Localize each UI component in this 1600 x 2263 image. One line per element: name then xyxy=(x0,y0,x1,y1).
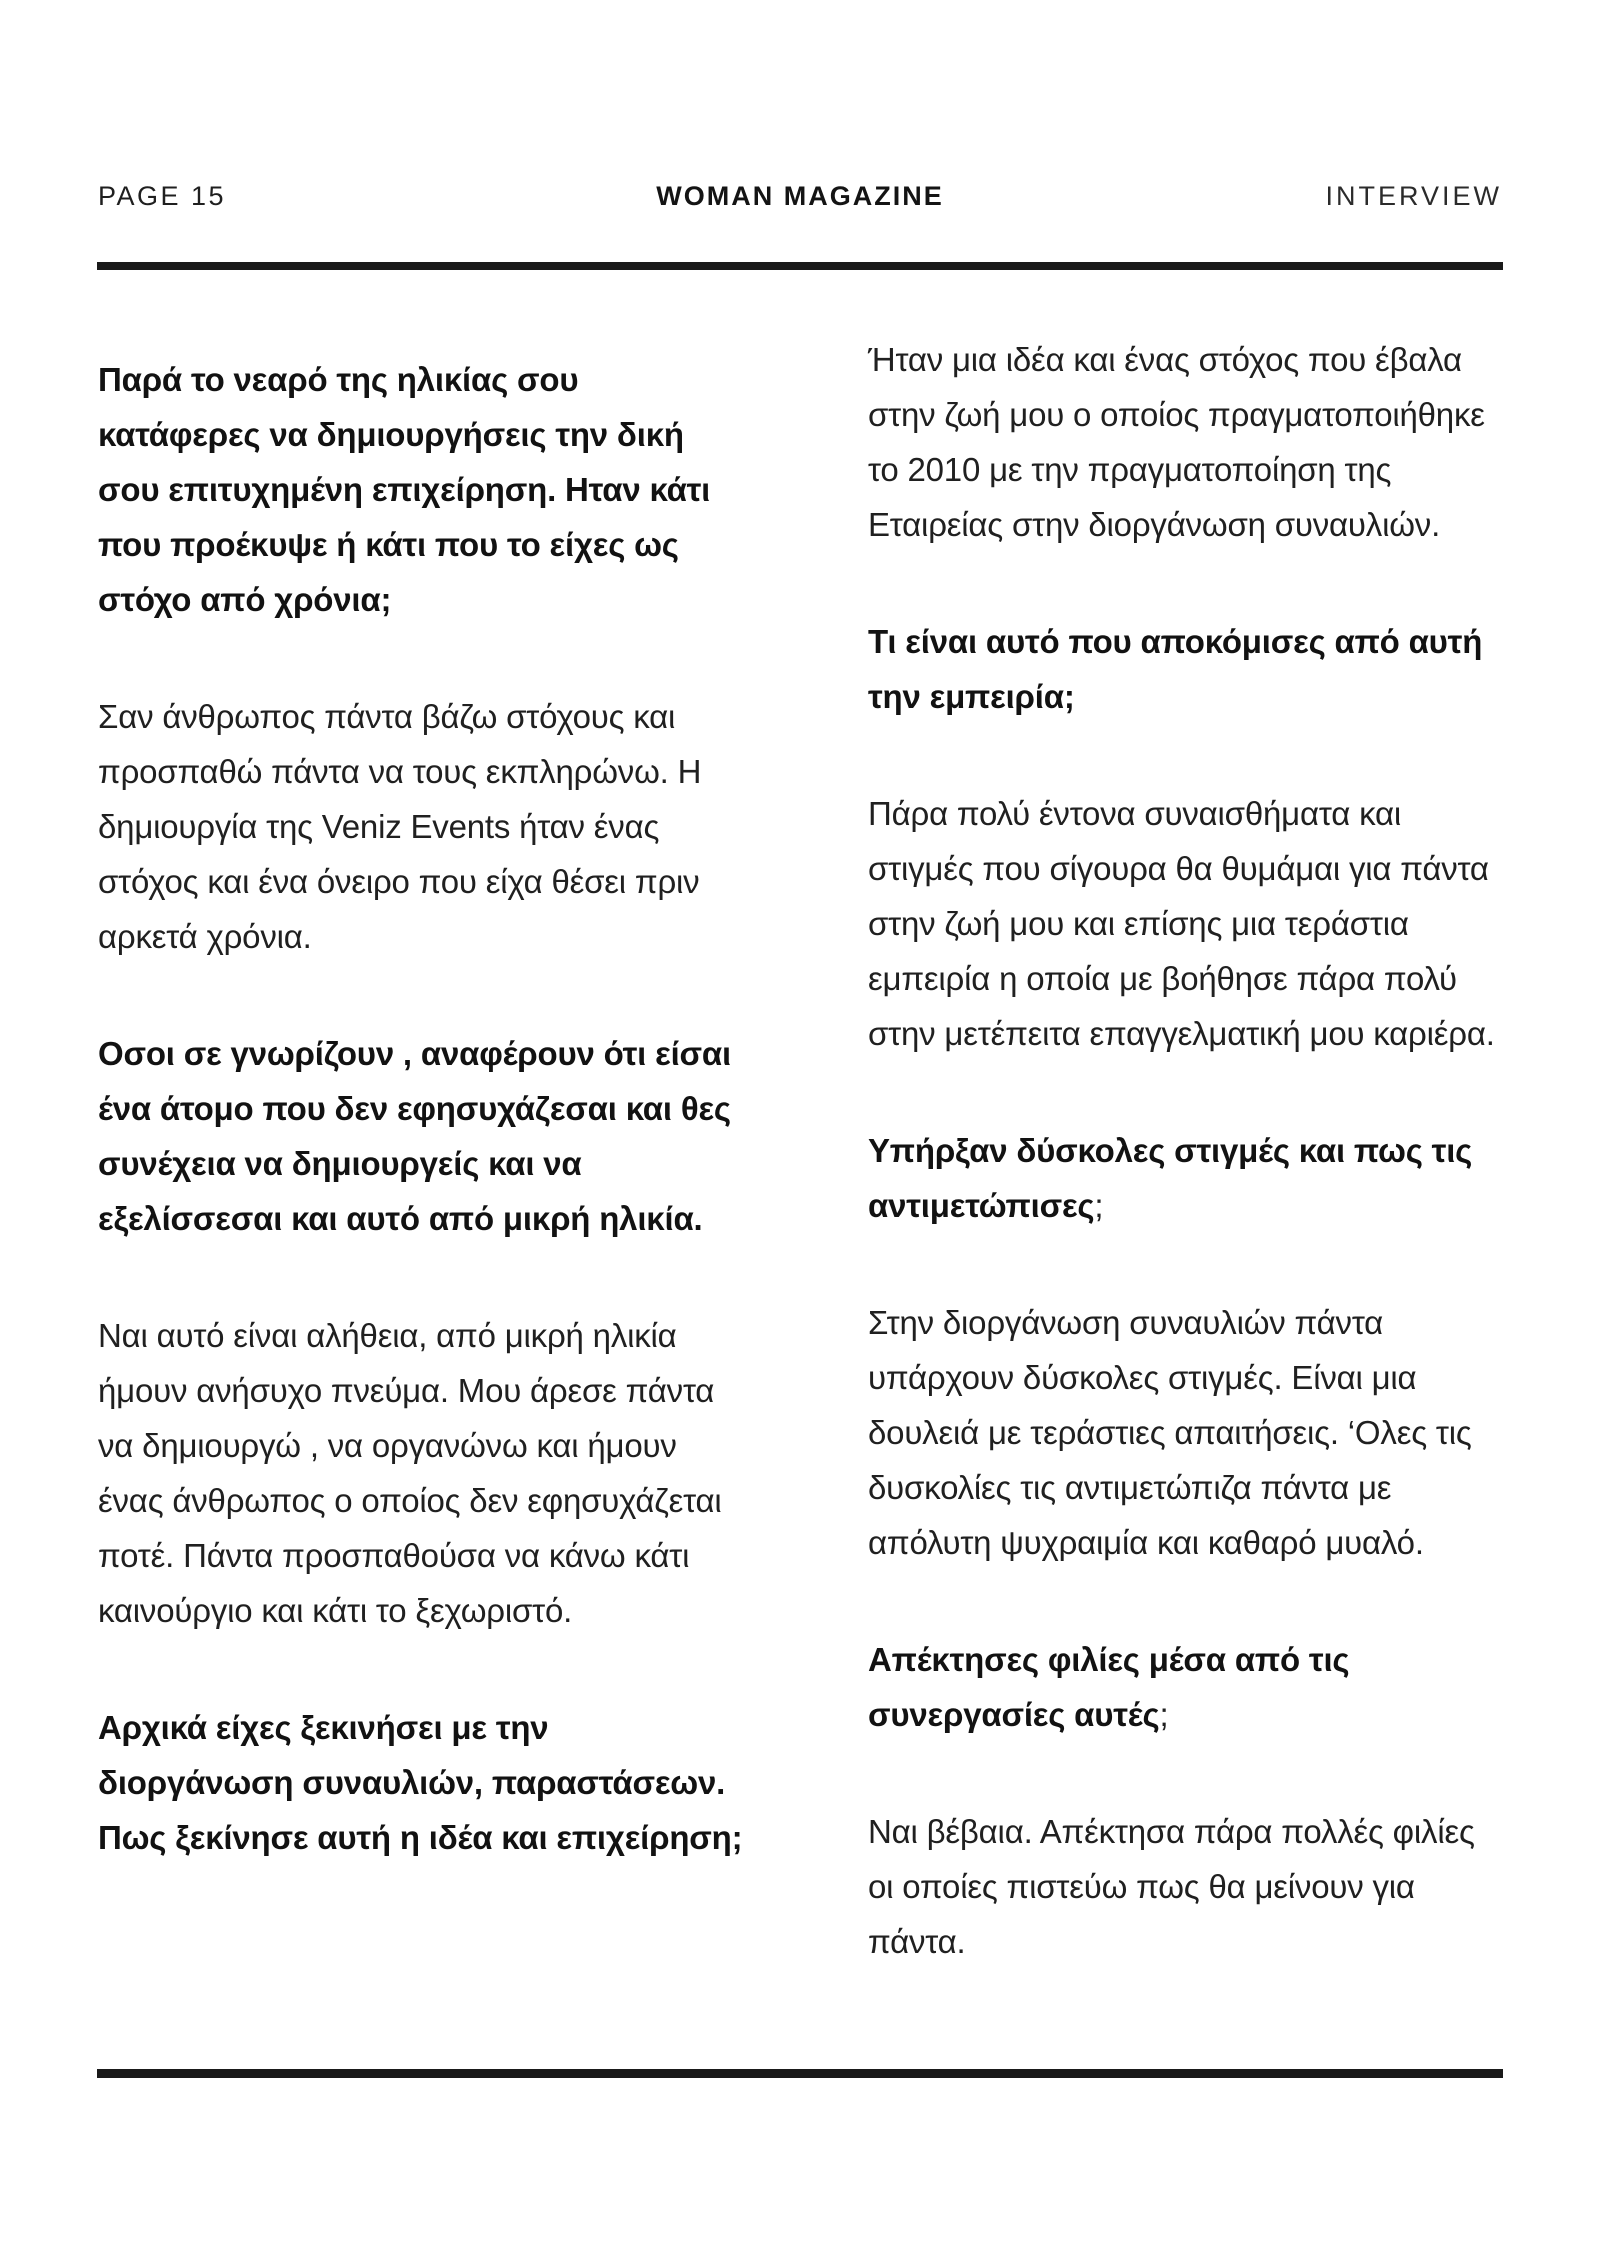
question-paragraph: Παρά το νεαρό της ηλικίας σου κατάφερες να δημιουργήσεις την δική σου επιτυχημένη επιχείρηση. Ηταν κάτι που προέκυψε ή κάτι που το είχες ως στόχο από χρόνια; xyxy=(98,361,711,618)
question-paragraph: Οσοι σε γνωρίζουν , αναφέρουν ότι είσαι ένα άτομο που δεν εφησυχάζεσαι και θες συνέχεια να δημιουργείς και να εξελίσσεσαι και αυτό από μικρή ηλικία. xyxy=(98,1035,731,1237)
page-header xyxy=(98,181,1502,211)
answer-paragraph: Στην διοργάνωση συναυλιών πάντα υπάρχουν δύσκολες στιγμές. Είναι μια δουλειά με τεράστιες απαιτήσεις. ‘Ολες τις δυσκολίες τις αντιμετώπιζα πάντα με απόλυτη ψυχραιμία και καθαρό μυαλό. xyxy=(868,1304,1472,1561)
interview-right-column xyxy=(868,332,1504,2031)
answer-paragraph: Ναι αυτό είναι αλήθεια, από μικρή ηλικία ήμουν ανήσυχο πνεύμα. Μου άρεσε πάντα να δημιουργώ , να οργανώνω και ήμουν ένας άνθρωπος ο οποίος δεν εφησυχάζεται ποτέ. Πάντα προσπαθούσα να κάνω κάτι καινούργιο και κάτι το ξεχωριστό. xyxy=(98,1317,722,1629)
question-paragraph: Τι είναι αυτό που αποκόμισες από αυτή την εμπειρία; xyxy=(868,623,1483,715)
section-label: INTERVIEW xyxy=(1325,181,1502,211)
answer-paragraph: Ναι βέβαια. Απέκτησα πάρα πολλές φιλίες οι οποίες πιστεύω πως θα μείνουν για πάντα. xyxy=(868,1813,1475,1960)
answer-paragraph: Ήταν μια ιδέα και ένας στόχος που έβαλα στην ζωή μου ο οποίος πραγματοποιήθηκε το 2010 με την πραγματοποίηση της Εταιρείας στην διοργάνωση συναυλιών. xyxy=(868,341,1485,543)
footer-divider xyxy=(97,2069,1503,2078)
magazine-title: WOMAN MAGAZINE xyxy=(656,181,944,211)
question-tail-punctuation: ; xyxy=(1094,1187,1104,1224)
page-number-label: PAGE 15 xyxy=(98,181,227,211)
interview-left-column xyxy=(98,332,748,2031)
answer-paragraph: Πάρα πολύ έντονα συναισθήματα και στιγμές που σίγουρα θα θυμάμαι για πάντα στην ζωή μου και επίσης μια τεράστια εμπειρία η οποία με βοήθησε πάρα πολύ στην μετέπειτα επαγγελματική μου καριέρα. xyxy=(868,795,1495,1052)
answer-paragraph: Σαν άνθρωπος πάντα βάζω στόχους και προσπαθώ πάντα να τους εκπληρώνω. Η δημιουργία της Veniz Events ήταν ένας στόχος και ένα όνειρο που είχα θέσει πριν αρκετά χρόνια. xyxy=(98,698,702,955)
header-divider xyxy=(97,262,1503,270)
question-paragraph: Απέκτησες φιλίες μέσα από τις συνεργασίες αυτές; xyxy=(868,1641,1350,1733)
question-paragraph: Υπήρξαν δύσκολες στιγμές και πως τις αντιμετώπισες; xyxy=(868,1132,1473,1224)
question-paragraph: Αρχικά είχες ξεκινήσει με την διοργάνωση συναυλιών, παραστάσεων. Πως ξεκίνησε αυτή η ιδέα και επιχείρηση; xyxy=(98,1709,743,1856)
question-tail-punctuation: ; xyxy=(1159,1696,1169,1733)
interview-body xyxy=(98,332,1504,2031)
